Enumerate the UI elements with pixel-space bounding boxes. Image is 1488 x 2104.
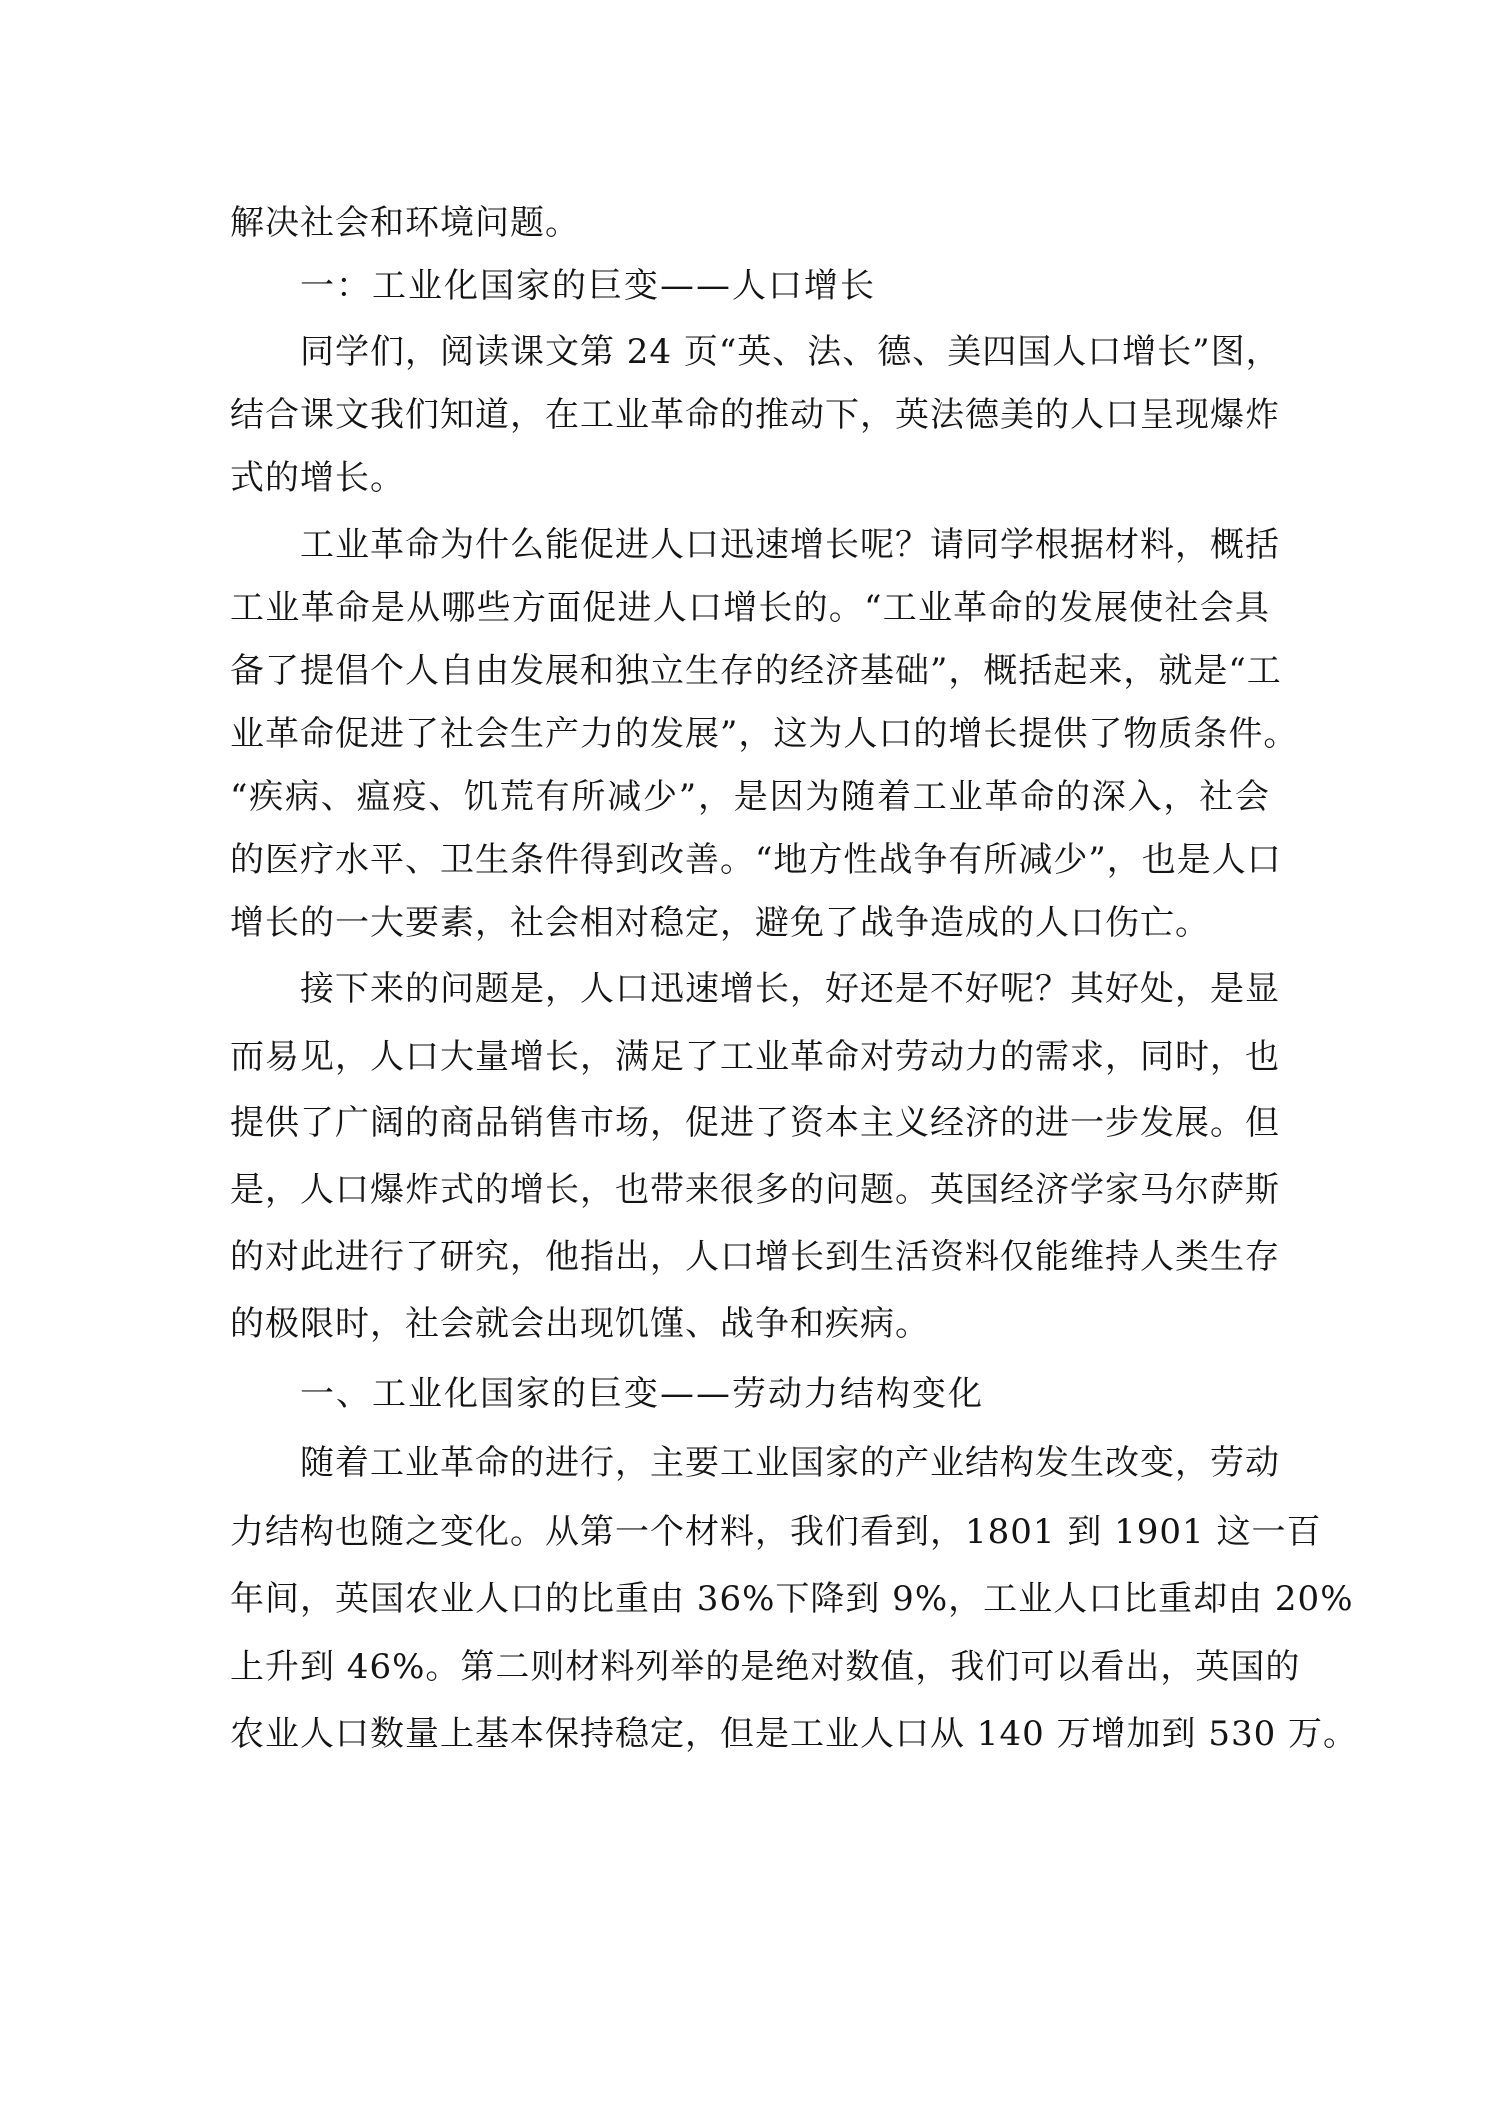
text-line-20: 随着工业革命的进行，主要工业国家的产业结构发生改变，劳动 <box>300 1443 1280 1483</box>
text-line-8: 备了提倡个人自由发展和独立生存的经济基础”，概括起来，就是“工 <box>230 651 1282 691</box>
text-line-21: 力结构也随之变化。从第一个材料，我们看到，1801 到 1901 这一百 <box>230 1512 1322 1552</box>
text-line-18: 的极限时，社会就会出现饥馑、战争和疾病。 <box>230 1304 930 1344</box>
text-line-1: 解决社会和环境问题。 <box>230 203 580 243</box>
text-line-4: 结合课文我们知道，在工业革命的推动下，英法德美的人口呈现爆炸 <box>230 395 1280 435</box>
text-line-23: 上升到 46%。第二则材料列举的是绝对数值，我们可以看出，英国的 <box>230 1647 1301 1687</box>
text-line-15: 提供了广阔的商品销售市场，促进了资本主义经济的进一步发展。但 <box>230 1103 1280 1143</box>
section-heading-population-growth: 一：工业化国家的巨变——人口增长 <box>300 266 876 306</box>
text-line-22: 年间，英国农业人口的比重由 36%下降到 9%，工业人口比重却由 20% <box>230 1579 1354 1619</box>
text-line-5: 式的增长。 <box>230 458 405 498</box>
text-line-12: 增长的一大要素，社会相对稳定，避免了战争造成的人口伤亡。 <box>230 903 1210 943</box>
text-line-16: 是，人口爆炸式的增长，也带来很多的问题。英国经济学家马尔萨斯 <box>230 1170 1280 1210</box>
text-line-9: 业革命促进了社会生产力的发展”，这为人口的增长提供了物质条件。 <box>230 714 1299 754</box>
text-line-3: 同学们，阅读课文第 24 页“英、法、德、美四国人口增长”图， <box>300 332 1281 372</box>
text-line-6: 工业革命为什么能促进人口迅速增长呢？请同学根据材料，概括 <box>300 525 1280 565</box>
text-line-14: 而易见，人口大量增长，满足了工业革命对劳动力的需求，同时，也 <box>230 1037 1280 1077</box>
text-line-11: 的医疗水平、卫生条件得到改善。“地方性战争有所减少”，也是人口 <box>230 840 1282 880</box>
text-line-13: 接下来的问题是，人口迅速增长，好还是不好呢？其好处，是显 <box>300 969 1280 1009</box>
text-line-7: 工业革命是从哪些方面促进人口增长的。“工业革命的发展使社会具 <box>230 588 1270 628</box>
section-heading-labor-structure: 一、工业化国家的巨变——劳动力结构变化 <box>300 1374 984 1414</box>
text-line-10: “疾病、瘟疫、饥荒有所减少”，是因为随着工业革命的深入，社会 <box>230 777 1270 817</box>
text-line-17: 的对此进行了研究，他指出，人口增长到生活资料仅能维持人类生存 <box>230 1237 1280 1277</box>
text-line-24: 农业人口数量上基本保持稳定，但是工业人口从 140 万增加到 530 万。 <box>230 1714 1359 1754</box>
